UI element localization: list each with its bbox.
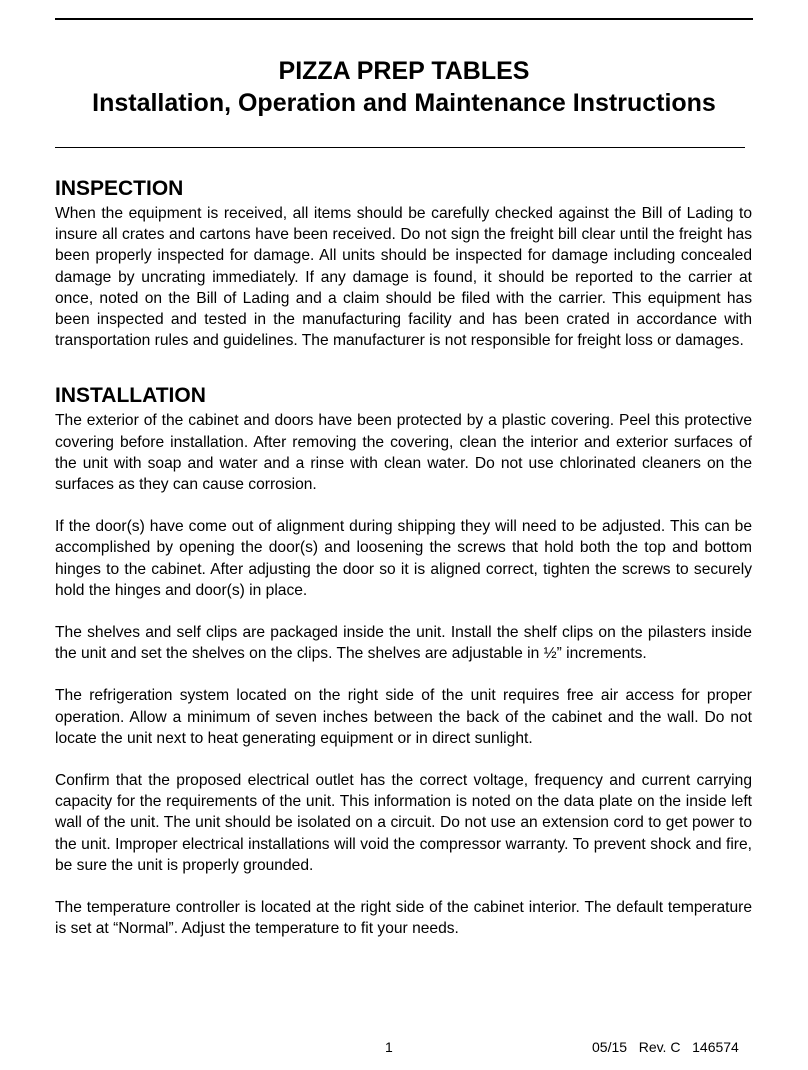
page-number: 1 — [385, 1039, 393, 1055]
paragraph: When the equipment is received, all items should be carefully checked against the Bill of Lading to insure all crates and cartons have been received. Do not sign the freight bill clear until the freight has been properly inspected for damage. All units should be inspected for damage including concealed damage by uncrating immediately. If any damage is found, it should be reported to the carrier at once, noted on the Bill of Lading and a claim should be filed with the carrier. This equipment has been inspected and tested in the manufacturing facility and has been crated in accordance with transportation rules and guidelines. The manufacturer is not responsible for freight loss or damages. — [55, 205, 752, 350]
section-heading: INSTALLATION — [55, 384, 206, 408]
title-line-1: PIZZA PREP TABLES — [278, 57, 530, 85]
paragraph: The temperature controller is located at the right side of the cabinet interior. The default temperature is set at “Normal”. Adjust the temperature to fit your needs. — [55, 899, 752, 938]
title-rule — [55, 147, 745, 148]
top-rule — [55, 18, 753, 20]
revision-info: 05/15 Rev. C 146574 — [592, 1039, 739, 1055]
document-body — [55, 175, 752, 939]
paragraph: The shelves and self clips are packaged inside the unit. Install the shelf clips on the pilasters inside the unit and set the shelves on the clips. The shelves are adjustable in ½” increments. — [55, 624, 752, 663]
document-title — [55, 55, 753, 119]
section-inspection — [55, 175, 752, 351]
section-installation — [55, 382, 752, 939]
paragraph: The refrigeration system located on the right side of the unit requires free air access for proper operation. Allow a minimum of seven inches between the back of the cabinet and the wall. Do not locate the unit next to heat generating equipment or in direct sunlight. — [55, 687, 752, 747]
paragraph: Confirm that the proposed electrical outlet has the correct voltage, frequency and current carrying capacity for the requirements of the unit. This information is noted on the data plate on the inside left wall of the unit. The unit should be isolated on a circuit. Do not use an extension cord to get power to the unit. Improper electrical installations will void the compressor warranty. To prevent shock and fire, be sure the unit is properly grounded. — [55, 772, 752, 874]
section-heading: INSPECTION — [55, 177, 184, 200]
paragraph: The exterior of the cabinet and doors have been protected by a plastic covering. Peel this protective covering before installation. After removing the covering, clean the interior and exterior surfaces of the unit with soap and water and a rinse with clean water. Do not use chlorinated cleaners on the surfaces as they can cause corrosion. — [55, 412, 752, 494]
title-line-2: Installation, Operation and Maintenance Instructions — [92, 89, 716, 117]
paragraph: If the door(s) have come out of alignment during shipping they will need to be adjusted. This can be accomplished by opening the door(s) and loosening the screws that hold both the top and bottom hinges to the cabinet. After adjusting the door so it is aligned correct, tighten the screws to securely hold the hinges and door(s) in place. — [55, 518, 752, 599]
